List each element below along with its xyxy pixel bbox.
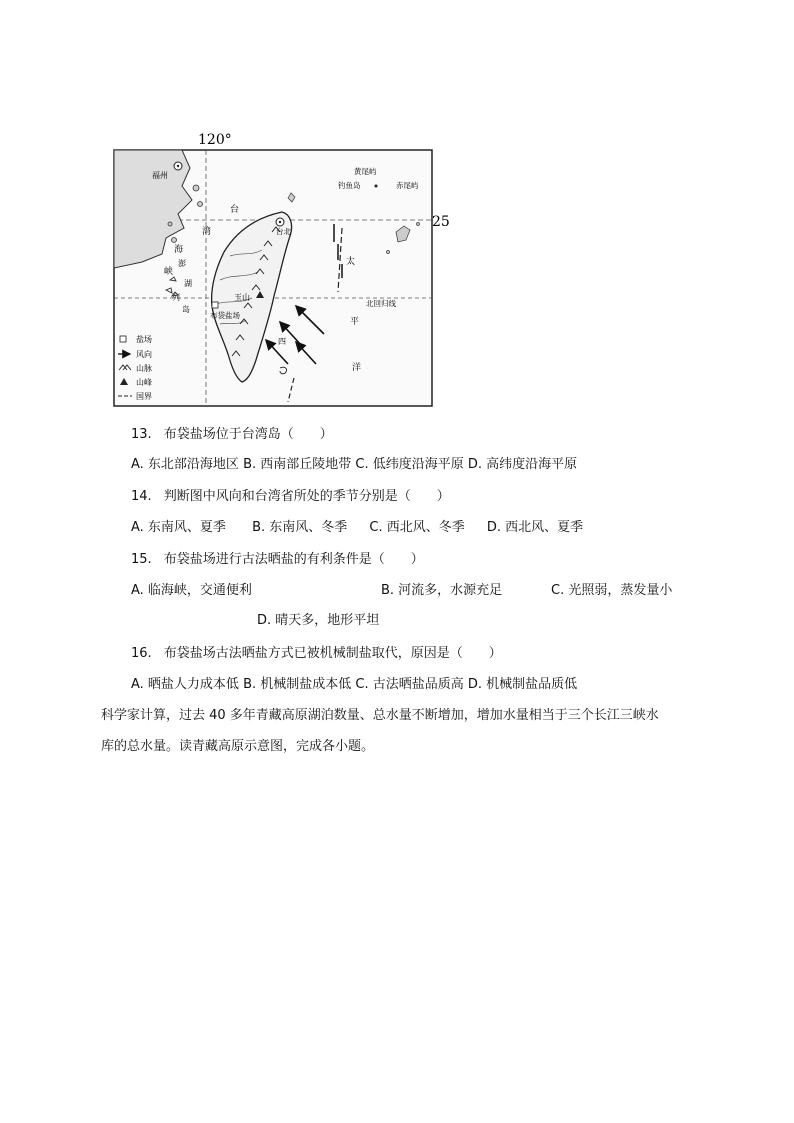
legend-label-wind: 风向 [136, 350, 152, 359]
option-a: A. 东南风、夏季 [131, 520, 226, 535]
question-number: 13. [131, 427, 152, 442]
option-b: B. 东南风、冬季 [252, 520, 348, 535]
question-15-option-a: A. 临海峡，交通便利 [131, 583, 252, 598]
penghu-char-1: 澎 [178, 259, 186, 268]
legend-label-salt: 盐场 [136, 335, 152, 344]
latitude-label: 25 [432, 214, 450, 230]
legend-salt-field-icon [120, 336, 126, 342]
question-15-option-b: B. 河流多，水源充足 [381, 583, 503, 598]
budai-salt-field-icon [212, 302, 218, 308]
question-text: 布袋盐场进行古法晒盐的有利条件是（ ） [163, 552, 424, 567]
option-d: D. 机械制盐品质低 [467, 677, 578, 692]
legend-label-mountain: 山脉 [136, 364, 152, 373]
question-text: 布袋盐场古法晒盐方式已被机械制盐取代，原因是（ ） [163, 646, 502, 661]
strait-char-1: 台 [230, 205, 240, 215]
legend-label-peak: 山峰 [136, 378, 152, 387]
option-c: C. 西北风、冬季 [369, 520, 465, 535]
budai-label: 布袋盐场 [210, 311, 240, 320]
penghu-char-3: 列 [172, 293, 180, 302]
tropic-label: 北回归线 [366, 299, 396, 308]
question-number: 15. [131, 552, 152, 567]
taiwan-map-figure [112, 128, 450, 410]
question-15-option-d: D. 晴天多，地形平坦 [257, 613, 380, 628]
question-13 [131, 426, 333, 444]
option-d: D. 西北风、夏季 [486, 520, 584, 535]
season-mark: 四 [278, 337, 286, 346]
strait-char-4: 峡 [164, 267, 174, 277]
fuzhou-label: 福州 [152, 171, 168, 180]
taibei-label: 台北 [276, 227, 291, 236]
question-15 [131, 551, 424, 569]
question-14 [131, 488, 450, 506]
chiwei-label: 赤尾屿 [396, 181, 419, 190]
option-a: A. 晒盐人力成本低 [131, 677, 239, 692]
paragraph-line-1: 科学家计算，过去 40 多年青藏高原湖泊数量、总水量不断增加，增加水量相当于三个长江三峡水 [101, 708, 659, 723]
legend-label-border: 国界 [136, 392, 152, 401]
option-b: B. 西南部丘陵地带 [243, 457, 352, 472]
question-16 [131, 645, 502, 663]
question-14-options [131, 519, 583, 537]
map-svg [112, 128, 450, 410]
pacific-char-3: 洋 [352, 363, 362, 373]
question-number: 14. [131, 489, 152, 504]
paragraph-line-2: 库的总水量。读青藏高原示意图，完成各小题。 [101, 739, 375, 754]
question-text: 判断图中风向和台湾省所处的季节分别是（ ） [163, 489, 450, 504]
diaoyu-label: 钓鱼岛 [338, 181, 361, 190]
question-number: 16. [131, 646, 152, 661]
pacific-char-1: 太 [346, 257, 356, 267]
option-d: D. 高纬度沿海平原 [467, 457, 578, 472]
option-b: B. 机械制盐成本低 [243, 677, 352, 692]
question-13-options [131, 456, 577, 474]
question-15-option-c: C. 光照弱，蒸发量小 [551, 583, 673, 598]
option-a: A. 东北部沿海地区 [131, 457, 239, 472]
option-c: C. 古法晒盐品质高 [355, 677, 464, 692]
question-text: 布袋盐场位于台湾岛（ ） [163, 427, 333, 442]
penghu-char-2: 湖 [184, 279, 192, 288]
huangwei-label: 黄尾屿 [354, 167, 377, 176]
penghu-char-4: 岛 [182, 305, 190, 314]
option-c: C. 低纬度沿海平原 [355, 457, 464, 472]
strait-char-3: 海 [174, 245, 184, 255]
pacific-char-2: 平 [350, 317, 360, 327]
yushan-label: 玉山 [234, 293, 250, 302]
longitude-label: 120° [198, 132, 232, 148]
question-16-options [131, 676, 577, 694]
strait-char-2: 湾 [202, 227, 212, 237]
